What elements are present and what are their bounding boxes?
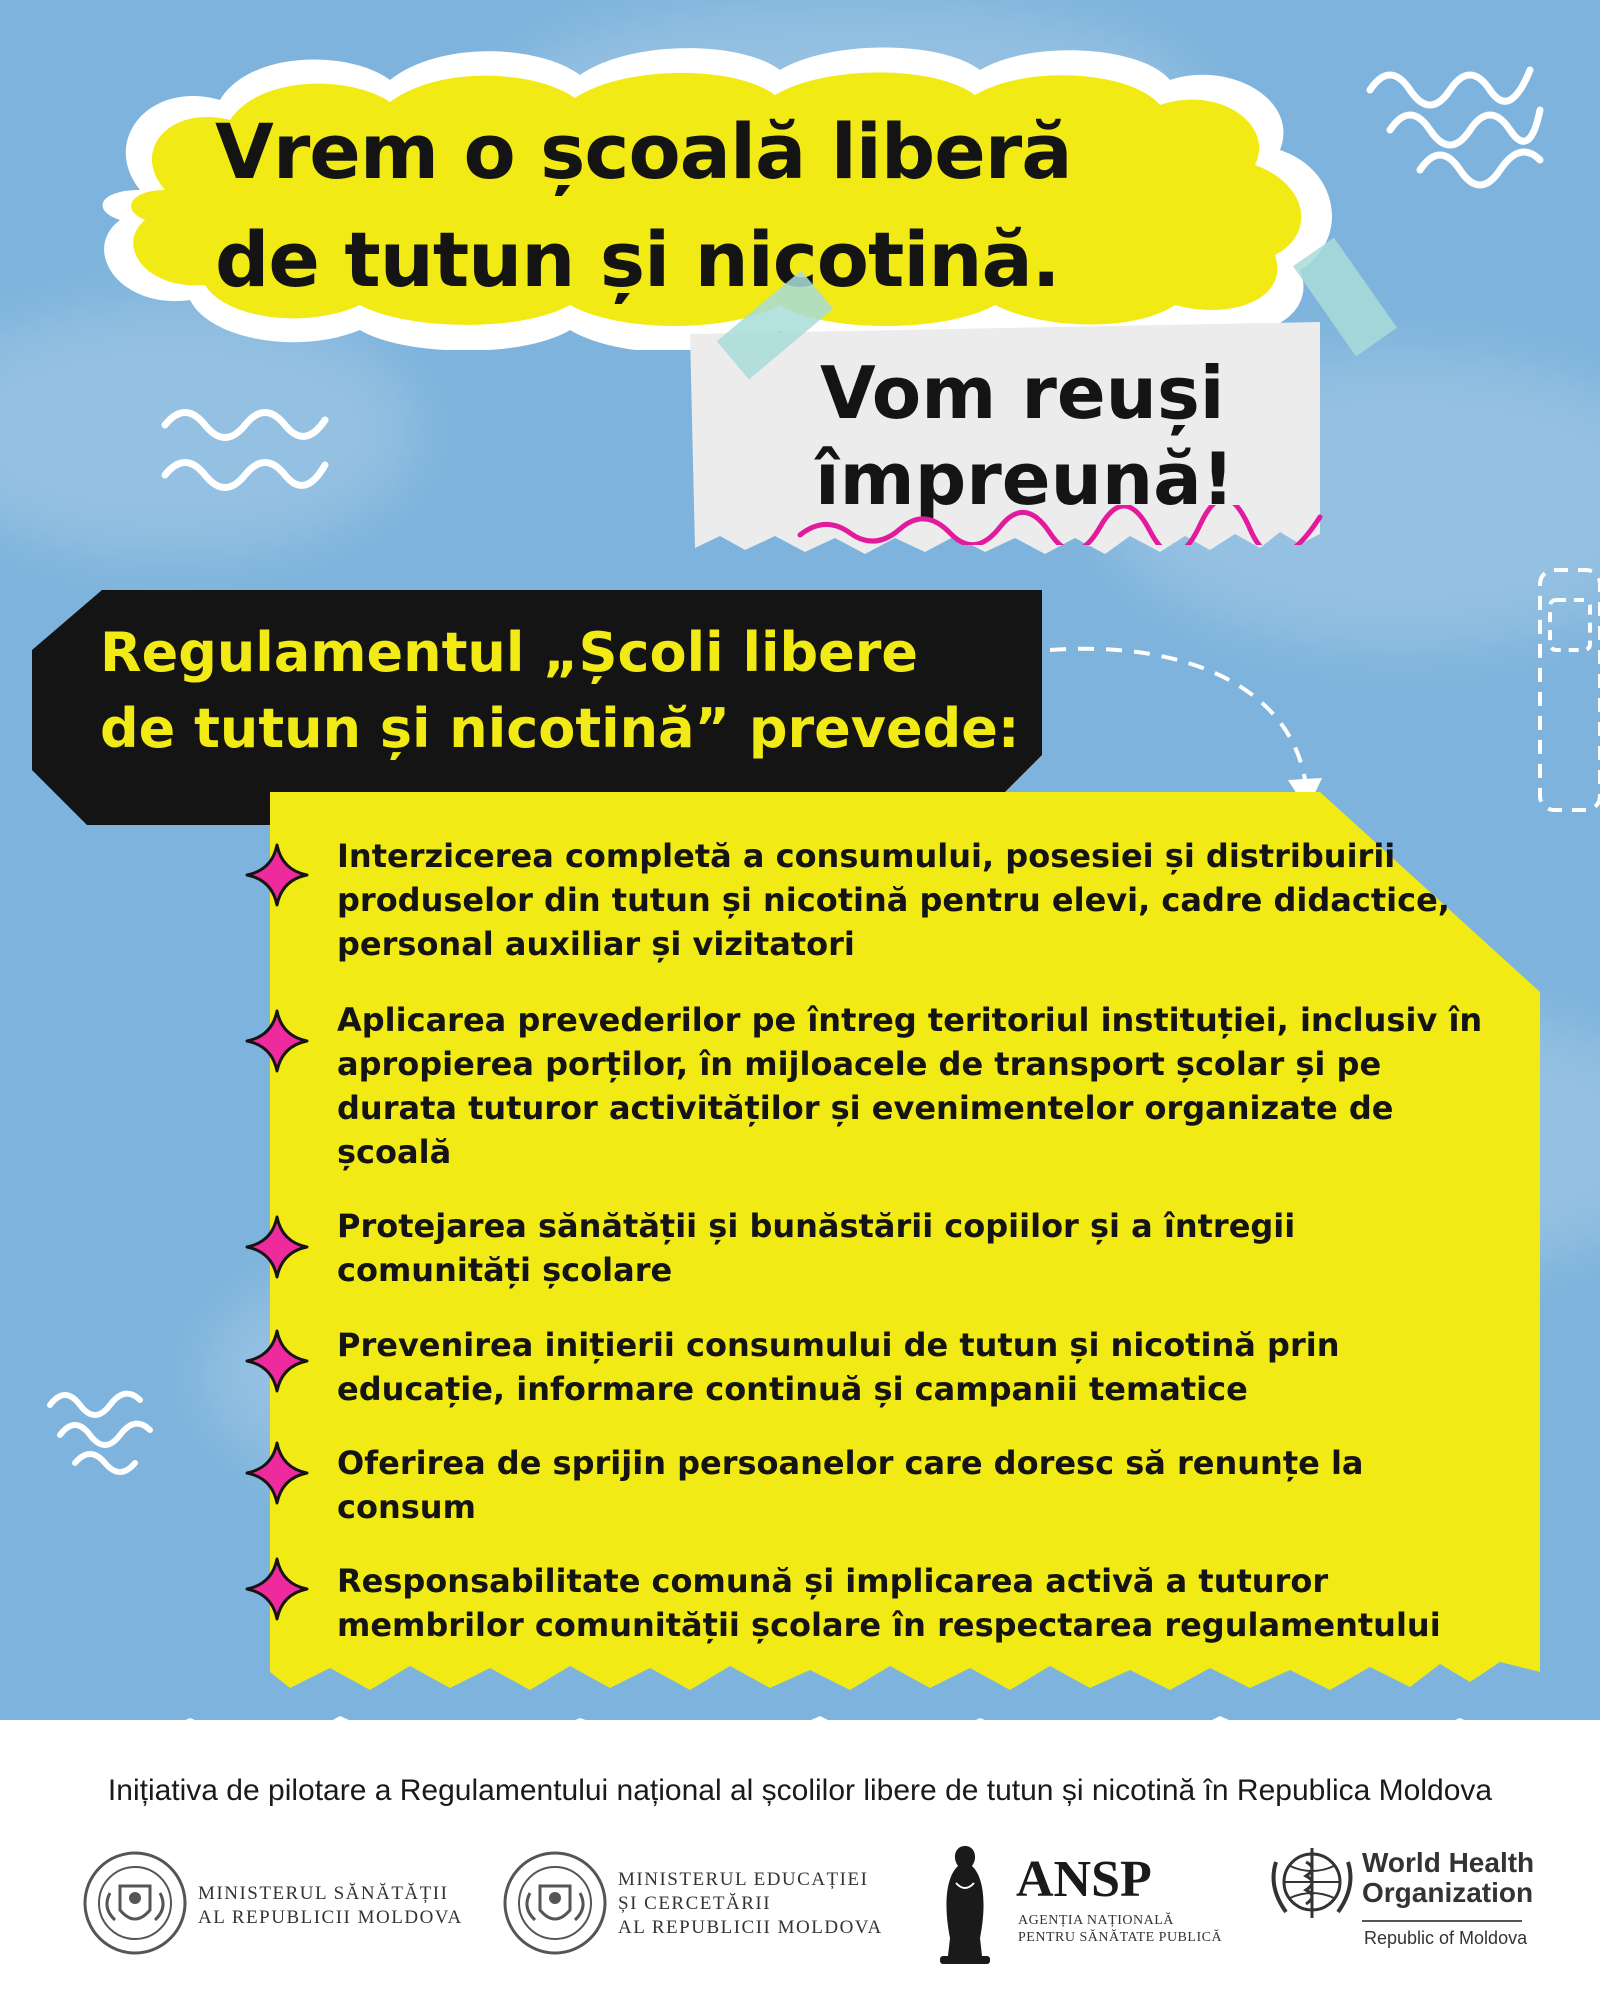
provision-text — [337, 1323, 1507, 1411]
ansp-title: ANSP — [1016, 1851, 1152, 1908]
provision-text — [337, 998, 1507, 1174]
provision-text — [337, 1559, 1507, 1647]
star-bullet-icon — [244, 842, 310, 908]
slogan-line-1: Vom reuși — [820, 351, 1225, 435]
state-emblem-icon — [80, 1848, 190, 1958]
who-name — [1362, 1848, 1534, 1908]
provision-line: durata tuturor activităților și evenimentelor organizate de — [337, 1089, 1394, 1127]
logo-line: AGENȚIA NAȚIONALĂ — [1018, 1913, 1174, 1928]
banner-line-2: de tutun și nicotină” prevede: — [100, 697, 1020, 760]
provision-text — [337, 1204, 1507, 1292]
ansp-figure-icon — [930, 1838, 1000, 1966]
squiggle-icon — [40, 1375, 170, 1475]
provision-line: școală — [337, 1133, 452, 1171]
provision-line: Prevenirea inițierii consumului de tutun și nicotină prin — [337, 1326, 1340, 1364]
banner-line-1: Regulamentul „Școli libere — [100, 621, 919, 684]
provision-line: educație, informare continuă și campanii tematice — [337, 1370, 1248, 1408]
squiggle-icon — [155, 385, 335, 495]
initiative-caption: Inițiativa de pilotare a Regulamentului național al școlilor libere de tutun și nicotină în Republica Moldova — [107, 1774, 1493, 1807]
star-bullet-icon — [244, 1440, 310, 1506]
provision-line: Oferirea de sprijin persoanelor care doresc să renunțe la — [337, 1444, 1364, 1482]
provision-line: Responsabilitate comună și implicarea activă a tuturor — [337, 1562, 1329, 1600]
provision-text — [337, 1441, 1507, 1529]
star-bullet-icon — [244, 1008, 310, 1074]
logo-ansp — [930, 1838, 1230, 1968]
star-bullet-icon — [244, 1214, 310, 1280]
star-bullet-icon — [244, 1328, 310, 1394]
logo-line: AL REPUBLICII MOLDOVA — [618, 1917, 883, 1938]
provision-line: Protejarea sănătății și bunăstării copiilor și a întregii — [337, 1207, 1296, 1245]
health-ministry-name — [198, 1882, 478, 1930]
provision-line: consum — [337, 1488, 476, 1526]
logo-line: PENTRU SĂNĂTATE PUBLICĂ — [1018, 1930, 1223, 1945]
logo-line: AL REPUBLICII MOLDOVA — [198, 1907, 463, 1928]
logo-line: Organization — [1362, 1877, 1534, 1908]
provision-line: Interzicerea completă a consumului, posesiei și distribuirii — [337, 837, 1396, 875]
provision-line: produselor din tutun și nicotină pentru elevi, cadre didactice, — [337, 881, 1450, 919]
headline-line-1: Vrem o școală liberă — [215, 107, 1072, 196]
logo-health-ministry — [80, 1838, 463, 1968]
provision-text — [337, 834, 1507, 966]
who-divider — [1362, 1920, 1522, 1922]
who-country: Republic of Moldova — [1364, 1928, 1528, 1948]
vape-outline-icon — [1520, 560, 1600, 820]
logo-line: MINISTERUL SĂNĂTĂȚII — [198, 1883, 449, 1904]
provision-line: apropierea porților, în mijloacele de transport școlar și pe — [337, 1045, 1382, 1083]
logo-line: MINISTERUL EDUCAȚIEI — [618, 1869, 869, 1890]
logo-education-ministry — [500, 1838, 883, 1968]
headline-line-2: de tutun și nicotină. — [215, 215, 1060, 304]
ansp-name — [1018, 1912, 1238, 1946]
logo-who — [1268, 1838, 1558, 1968]
provision-line: personal auxiliar și vizitatori — [337, 925, 855, 963]
star-bullet-icon — [244, 1556, 310, 1622]
pink-underline — [795, 505, 1325, 545]
education-ministry-name — [618, 1868, 898, 1940]
logo-line: World Health — [1362, 1847, 1535, 1878]
slogan-line-2: împreună! — [815, 437, 1235, 521]
provision-line: membrilor comunității școlare în respectarea regulamentului — [337, 1606, 1441, 1644]
logo-line: ȘI CERCETĂRII — [618, 1893, 772, 1914]
who-emblem-icon — [1268, 1842, 1356, 1922]
state-emblem-icon — [500, 1848, 610, 1958]
provision-line: Aplicarea prevederilor pe întreg teritoriul instituției, inclusiv în — [337, 1001, 1483, 1039]
squiggle-icon — [1360, 50, 1550, 200]
banner-title — [100, 615, 1020, 767]
slogan — [815, 350, 1340, 522]
headline — [215, 98, 1215, 314]
provision-line: comunități școlare — [337, 1251, 673, 1289]
